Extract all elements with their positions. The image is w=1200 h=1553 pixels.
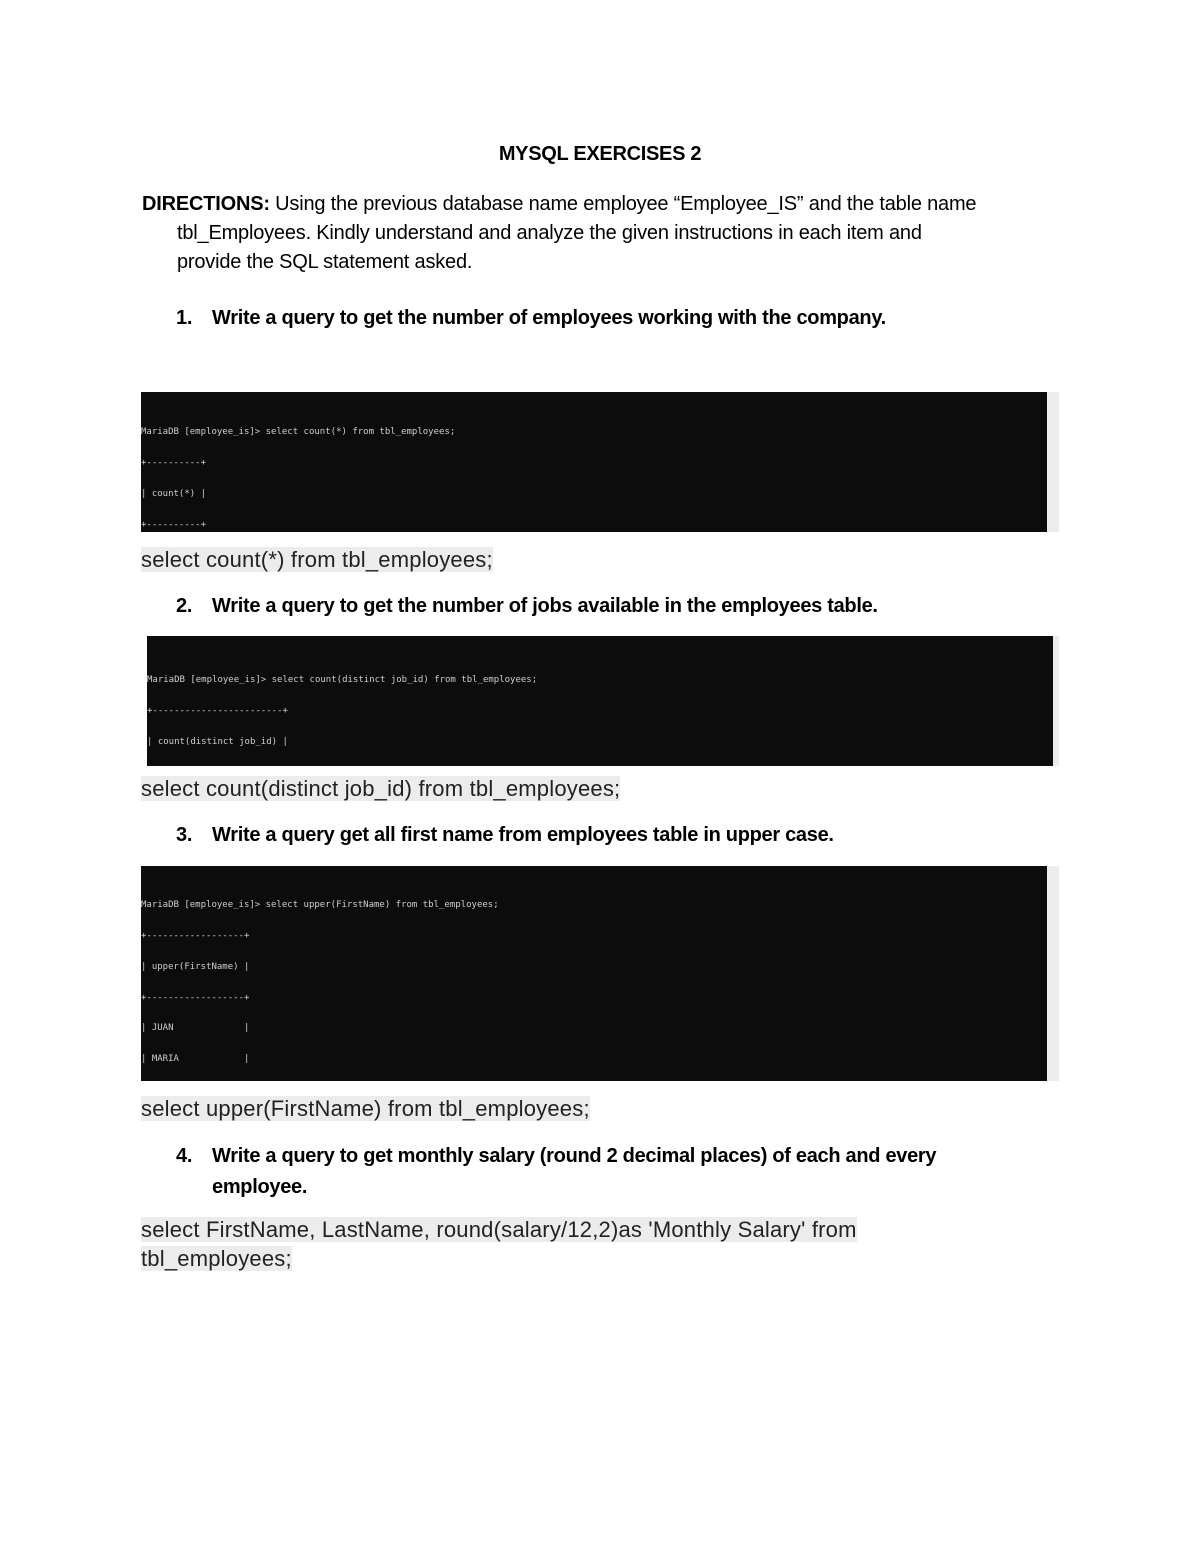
question-number: 1. [176, 307, 193, 329]
answer-sql: select upper(FirstName) from tbl_employees; [141, 1096, 590, 1121]
question-text: Write a query to get monthly salary (round 2 decimal places) of each and every employee. [212, 1145, 937, 1198]
answer-sql-line-1: select FirstName, LastName, round(salary/12,2)as 'Monthly Salary' from [141, 1217, 857, 1242]
directions-label: DIRECTIONS: [142, 193, 270, 215]
answer-4 [141, 1215, 857, 1273]
terminal-line: MariaDB [employee_is]> select upper(FirstName) from tbl_employees; [141, 899, 499, 910]
terminal-screenshot-3 [141, 866, 1059, 1081]
question-text: Write a query get all first name from employees table in upper case. [212, 824, 834, 846]
terminal-line: MariaDB [employee_is]> select count(distinct job_id) from tbl_employees; [147, 674, 538, 685]
answer-sql-line-2: tbl_employees; [141, 1246, 292, 1271]
directions-line-3: provide the SQL statement asked. [177, 251, 473, 273]
answer-sql: select count(*) from tbl_employees; [141, 547, 493, 572]
question-text: Write a query to get the number of jobs available in the employees table. [212, 595, 878, 617]
terminal-line: | MARIA | [141, 1054, 250, 1065]
terminal-line: +------------------+ [141, 930, 250, 941]
directions-line-1: Using the previous database name employee “Employee_IS” and the table name [275, 193, 977, 215]
terminal-line: | count(distinct job_id) | [147, 736, 288, 747]
answer-sql: select count(distinct job_id) from tbl_employees; [141, 776, 621, 801]
answer-1 [141, 545, 493, 574]
answer-3 [141, 1094, 590, 1123]
terminal-line: +----------+ [141, 457, 207, 468]
question-2 [176, 591, 992, 622]
question-4 [176, 1141, 992, 1203]
terminal-line: MariaDB [employee_is]> select count(*) from tbl_employees; [141, 426, 456, 437]
terminal-line: | upper(FirstName) | [141, 961, 250, 972]
terminal-line: | JUAN | [141, 1023, 250, 1034]
terminal-screenshot-2 [147, 636, 1059, 766]
question-number: 4. [176, 1145, 193, 1167]
terminal-line: +------------------------+ [147, 705, 288, 716]
question-1 [176, 303, 992, 334]
terminal-line: +----------+ [141, 519, 207, 530]
question-number: 3. [176, 824, 193, 846]
page-title: MYSQL EXERCISES 2 [498, 143, 702, 165]
terminal-line: +------------------+ [141, 992, 250, 1003]
question-3 [176, 820, 992, 851]
question-text: Write a query to get the number of employees working with the company. [212, 307, 886, 329]
terminal-line: | count(*) | [141, 488, 207, 499]
terminal-screenshot-1 [141, 392, 1059, 532]
directions-line-2: tbl_Employees. Kindly understand and analyze the given instructions in each item and [177, 222, 922, 244]
answer-2 [141, 774, 620, 803]
directions [142, 190, 1042, 277]
question-number: 2. [176, 595, 193, 617]
